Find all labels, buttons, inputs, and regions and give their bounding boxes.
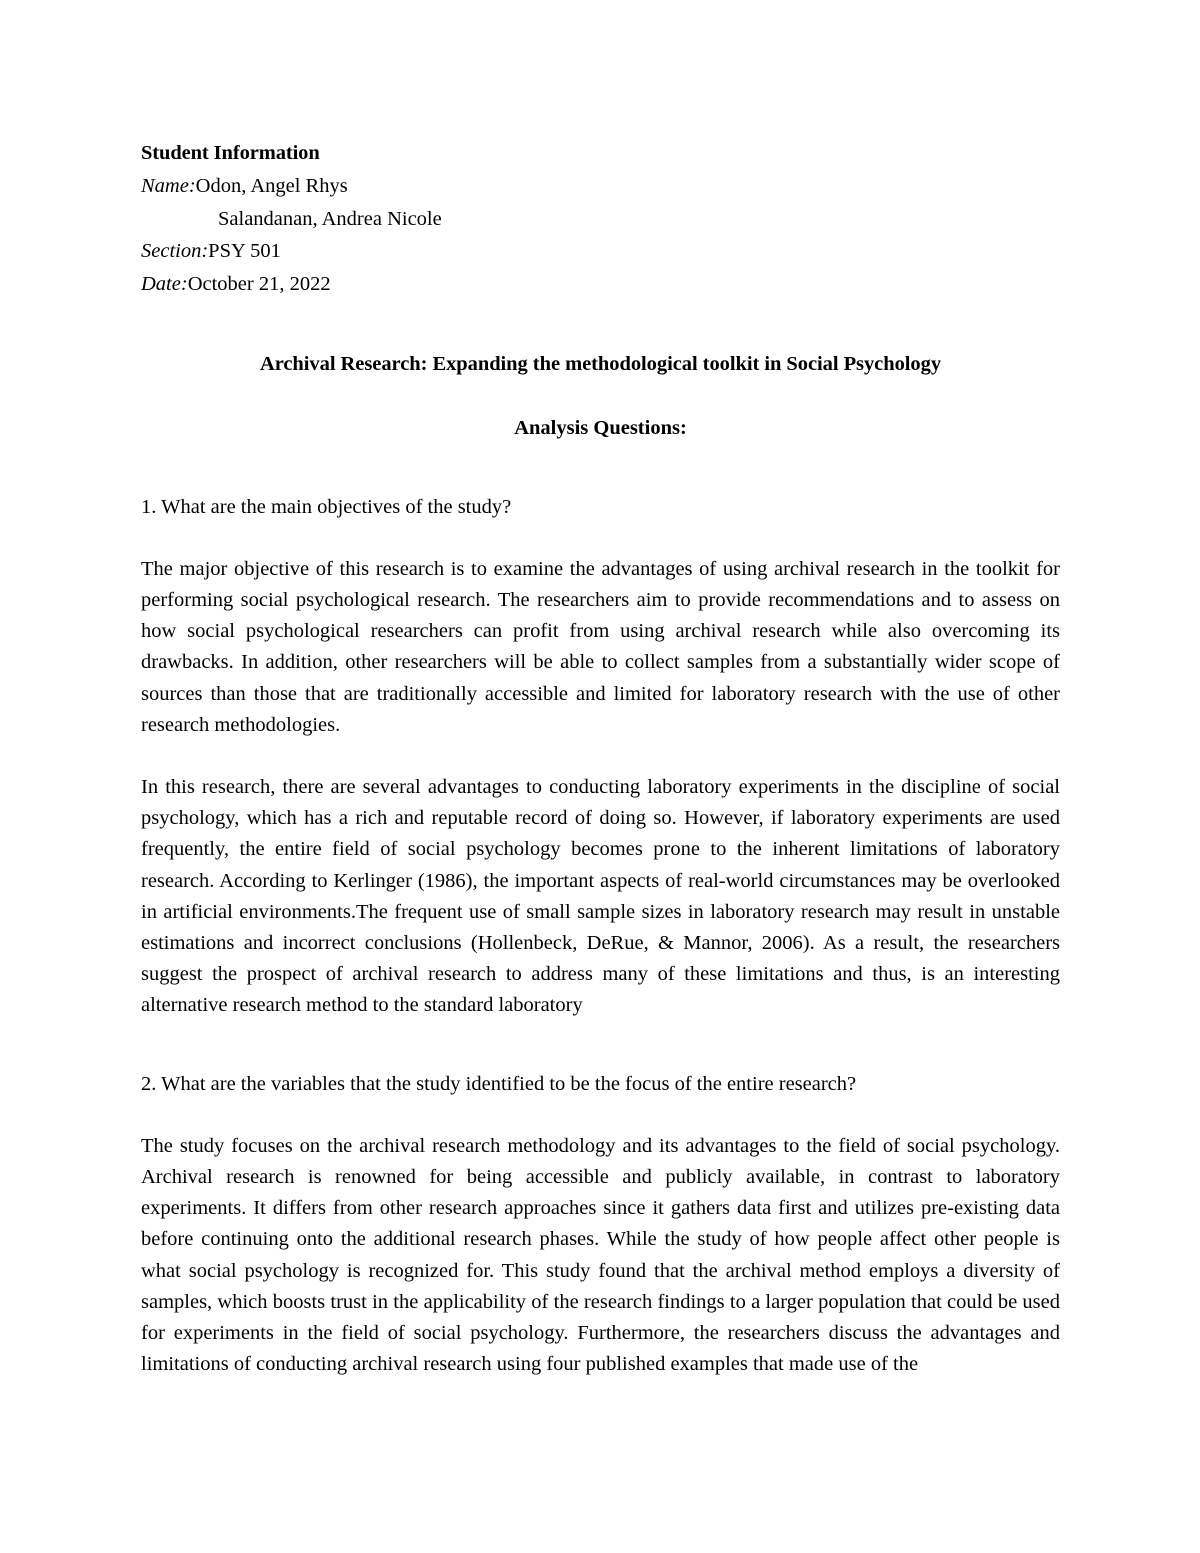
student-information-block [141,137,1060,301]
student-information-heading: Student Information [141,142,320,164]
date-line [141,268,1060,301]
question-1-answer-paragraph-1: The major objective of this research is to examine the advantages of using archival research in the toolkit for performing social psychological research. The researchers aim to provide recommendations and to assess on how social psychological researchers can profit from using archival research while also overcoming its drawbacks. In addition, other researchers will be able to collect samples from a substantially wider scope of sources than those that are traditionally accessible and limited for laboratory research with the use of other research methodologies. [141,557,1060,736]
date-value: October 21, 2022 [187,273,331,296]
analysis-questions-heading: Analysis Questions: [514,416,687,439]
question-1-answer-paragraph-2: In this research, there are several advantages to conducting laboratory experiments in the discipline of social psychology, which has a rich and reputable record of doing so. However, if laboratory experiments are used frequently, the entire field of social psychology becomes prone to the inherent limitations of laboratory research. According to Kerlinger (1986), the important aspects of real-world circumstances may be overlooked in artificial environments.The frequent use of small sample sizes in laboratory research may result in unstable estimations and incorrect conclusions (Hollenbeck, DeRue, & Mannor, 2006). As a result, the researchers suggest the prospect of archival research to address many of these limitations and thus, is an interesting alternative research method to the standard laboratory [141,776,1060,1017]
question-2-prompt: 2. What are the variables that the study identified to be the focus of the entire research? [141,1072,857,1095]
student-name-line [141,170,1060,203]
question-2-answer-paragraph-1: The study focuses on the archival research methodology and its advantages to the field of social psychology. Archival research is renowned for being accessible and publicly available, in contrast to laboratory experiments. It differs from other research approaches since it gathers data first and utilizes pre-existing data before continuing onto the additional research phases. While the study of how people affect other people is what social psychology is recognized for. This study found that the archival method employs a diversity of samples, which boosts trust in the applicability of the research findings to a larger population that could be used for experiments in the field of social psychology. Furthermore, the researchers discuss the advantages and limitations of conducting archival research using four published examples that made use of the [141,1134,1060,1376]
section-label: Section: [141,240,209,263]
section-value: PSY 501 [208,240,281,263]
date-label: Date: [141,273,188,296]
question-1-prompt: 1. What are the main objectives of the study? [141,495,512,518]
name-value: Odon, Angel Rhys [195,174,348,197]
name-value-secondary: Salandanan, Andrea Nicole [218,207,442,230]
name-label: Name: [141,174,196,197]
student-name-second-line [141,203,1060,236]
section-line [141,235,1060,268]
page-title: Archival Research: Expanding the methodological toolkit in Social Psychology [259,352,942,375]
document-content [141,137,1060,1380]
